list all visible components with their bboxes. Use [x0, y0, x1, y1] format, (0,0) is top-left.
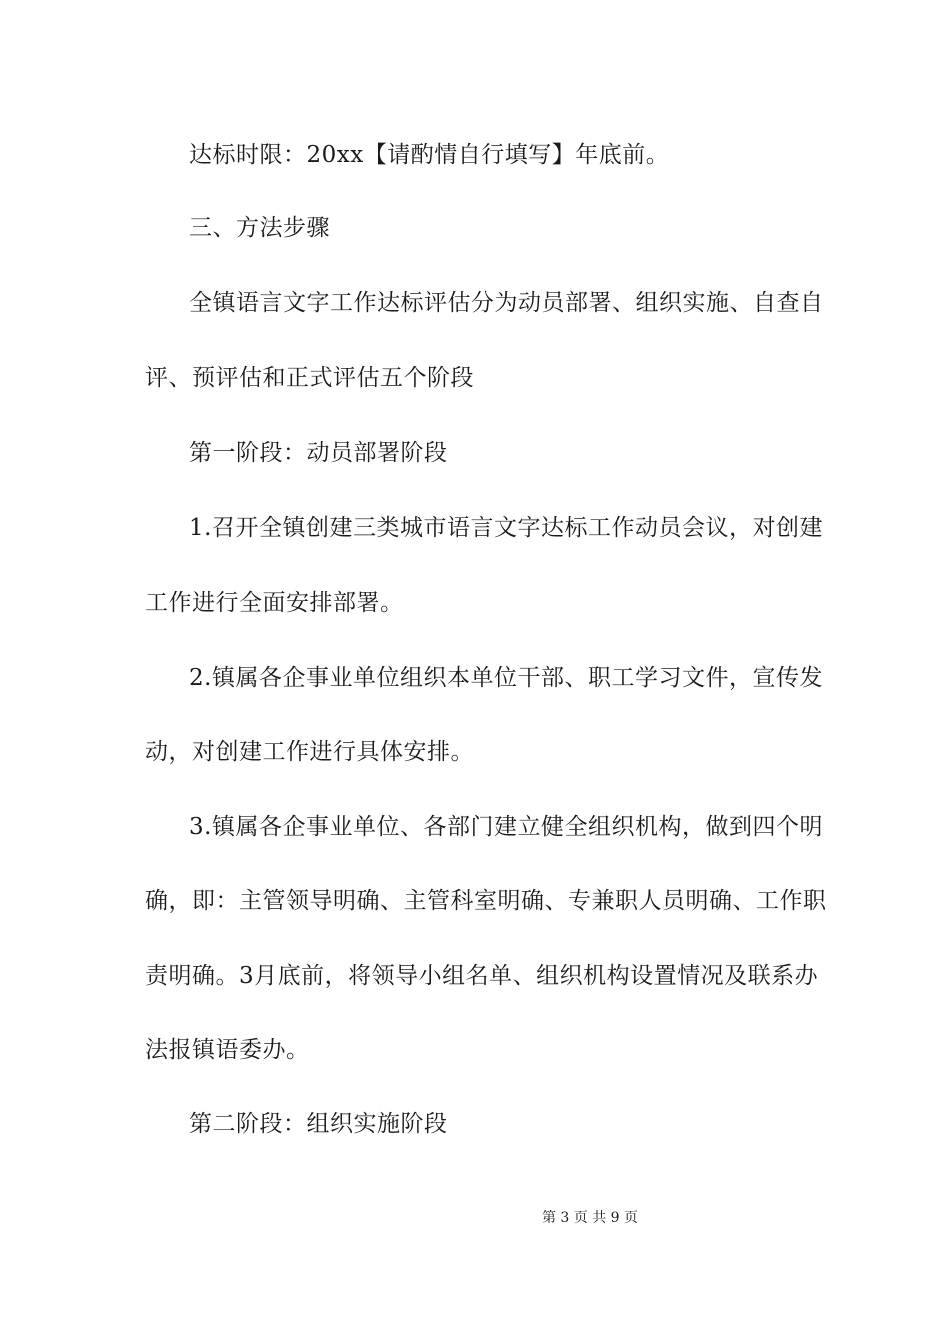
- stage-heading: 第二阶段：组织实施阶段: [189, 1111, 448, 1137]
- paragraph-line: 法报镇语委办。: [145, 1037, 310, 1063]
- paragraph-line: 全镇语言文字工作达标评估分为动员部署、组织实施、自查自: [189, 290, 824, 316]
- paragraph-line: 责明确。3月底前，将领导小组名单、组织机构设置情况及联系办: [145, 963, 819, 989]
- paragraph-line: 评、预评估和正式评估五个阶段: [145, 365, 474, 391]
- paragraph-line: 1.召开全镇创建三类城市语言文字达标工作动员会议，对创建: [189, 515, 823, 541]
- section-heading: 三、方法步骤: [189, 215, 330, 241]
- paragraph-line: 2.镇属各企事业单位组织本单位干部、职工学习文件，宣传发: [189, 665, 823, 691]
- stage-heading: 第一阶段：动员部署阶段: [189, 440, 448, 466]
- paragraph-line: 达标时限：20xx【请酌情自行填写】年底前。: [189, 142, 670, 168]
- paragraph-line: 3.镇属各企事业单位、各部门建立健全组织机构，做到四个明: [189, 814, 823, 840]
- page-number-footer: 第 3 页 共 9 页: [541, 1210, 639, 1226]
- paragraph-line: 确，即：主管领导明确、主管科室明确、专兼职人员明确、工作职: [145, 888, 827, 914]
- paragraph-line: 动，对创建工作进行具体安排。: [145, 739, 474, 765]
- paragraph-line: 工作进行全面安排部署。: [145, 590, 404, 616]
